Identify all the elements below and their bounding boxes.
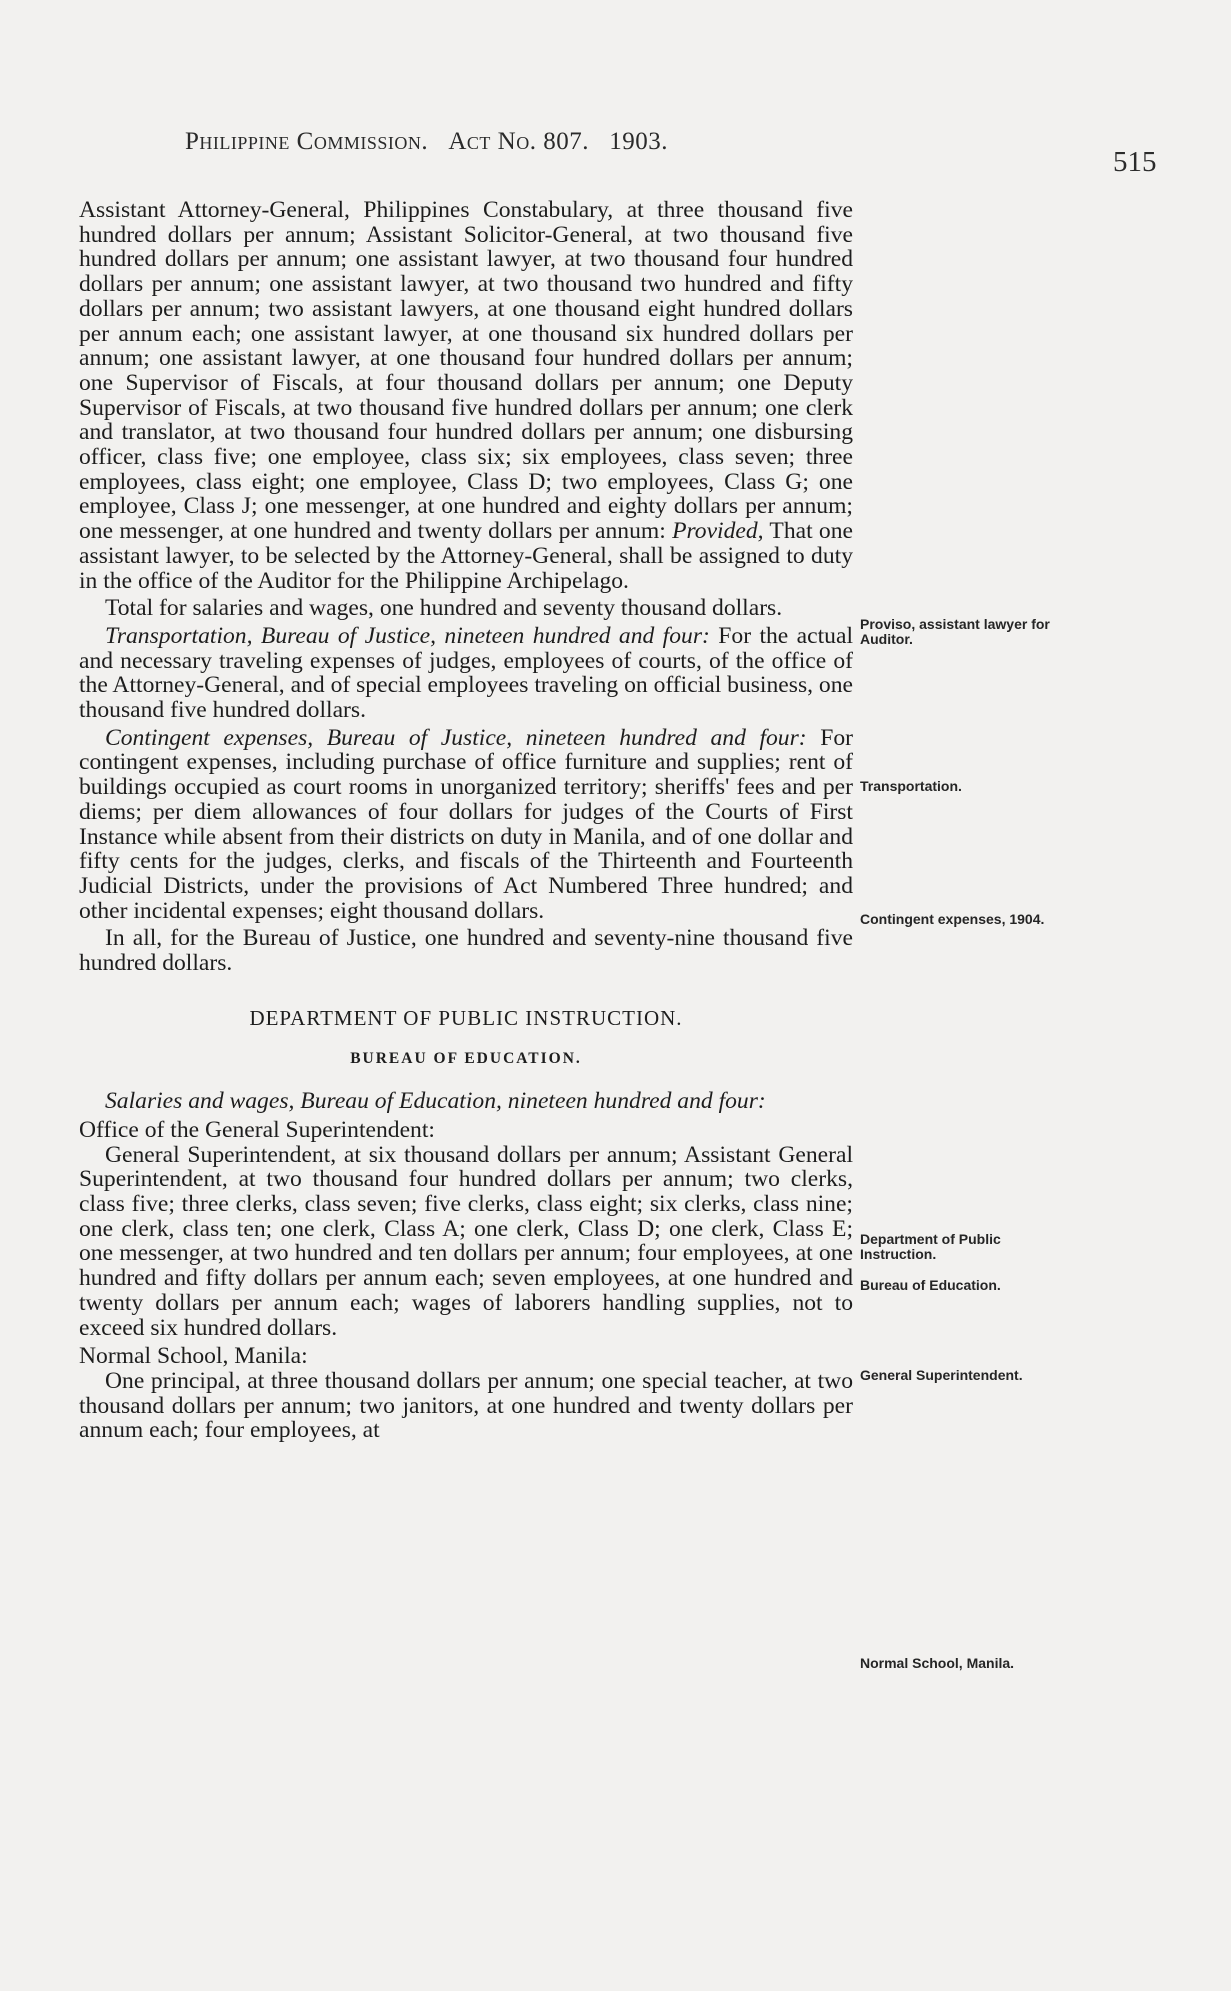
body-text bbox=[79, 198, 853, 1443]
paragraph-normal-school: One principal, at three thousand dollars per annum; one special teacher, at two thousand dollars per annum; two janitors, at one hundred and twenty dollars per annum each; four employees, at bbox=[79, 1367, 853, 1444]
office-general-superintendent: Office of the General Superintendent: bbox=[79, 1116, 435, 1143]
page-number: 515 bbox=[1113, 146, 1157, 178]
normal-school-heading: Normal School, Manila: bbox=[79, 1343, 308, 1370]
margin-note-bureau: Bureau of Education. bbox=[860, 1277, 1001, 1293]
margin-note-general-superintendent: General Superintendent. bbox=[860, 1367, 1023, 1383]
paragraph-staff-list bbox=[79, 198, 853, 593]
section-heading: DEPARTMENT OF PUBLIC INSTRUCTION. bbox=[249, 1005, 683, 1030]
contingent-text: For contingent expenses, including purchase of office furniture and supplies; rent of buildings occupied as court rooms in unorganized territory; sheriffs' fees and per diems; per diem allowances of four dollars for judges of the Courts of First Instance while absent from their districts on duty in Manila, and of one dollar and fifty cents for the judges, clerks, and fiscals of the Thirteenth and Fourteenth Judicial Districts, under the provisions of Act Numbered Three hundred; and other incidental expenses; eight thousand dollars. bbox=[79, 724, 853, 924]
act-year: 1903. bbox=[609, 128, 668, 155]
paragraph-total-salaries: Total for salaries and wages, one hundred and seventy thousand dollars. bbox=[105, 595, 783, 622]
act-number: Act No. 807. bbox=[448, 128, 589, 155]
transportation-title: Transportation, Bureau of Justice, nineteen hundred and four: bbox=[105, 622, 710, 649]
margin-note-department: Department of Public Instruction. bbox=[860, 1231, 1001, 1262]
paragraph-education-salaries-title: Salaries and wages, Bureau of Education, nineteen hundred and four: bbox=[105, 1088, 766, 1115]
provided-keyword: Provided, bbox=[672, 518, 764, 545]
contingent-title: Contingent expenses, Bureau of Justice, nineteen hundred and four: bbox=[105, 724, 807, 751]
transportation-text: For the actual and necessary traveling expenses of judges, employees of courts, of the office of the Attorney-General, and of special employees traveling on official business, one thousand five hundred dollars. bbox=[79, 622, 853, 724]
section-subheading: BUREAU OF EDUCATION. bbox=[350, 1049, 582, 1067]
paragraph-contingent bbox=[79, 726, 853, 924]
proviso-text: That one assistant lawyer, to be selected by the Attorney-General, shall be assigned to duty in the office of the Auditor for the Philippine Archipelago. bbox=[79, 518, 853, 594]
margin-note-contingent: Contingent expenses, 1904. bbox=[860, 911, 1045, 927]
paragraph-general-superintendent: General Superintendent, at six thousand dollars per annum; Assistant General Superintendent, at two thousand four hundred dollars per annum; two clerks, class five; three clerks, class seven; five clerks, class eight; six clerks, class nine; one clerk, class ten; one clerk, Class A; one clerk, Class D; one clerk, Class E; one messenger, at two hundred and ten dollars per annum; four employees, at one hundred and fifty dollars per annum each; seven employees, at one hundred and twenty dollars per annum each; wages of laborers handling supplies, not to exceed six hundred dollars. bbox=[79, 1141, 853, 1341]
margin-note-normal-school: Normal School, Manila. bbox=[860, 1655, 1015, 1671]
running-head-title: Philippine Commission. bbox=[185, 128, 429, 155]
running-header bbox=[185, 128, 825, 156]
margin-note-transportation: Transportation. bbox=[860, 778, 962, 794]
paragraph-text: Assistant Attorney-General, Philippines Constabulary, at three thousand five hundred dollars per annum; Assistant Solicitor-General, at two thousand five hundred dollars per annum; one assistant lawyer, at two thousand four hundred dollars per annum; one assistant lawyer, at two thousand two hundred and fifty dollars per annum; two assistant lawyers, at one thousand eight hundred dollars per annum each; one assistant lawyer, at one thousand six hundred dollars per annum; one assistant lawyer, at one thousand four hundred dollars per annum; one Supervisor of Fiscals, at four thousand dollars per annum; one Deputy Supervisor of Fiscals, at two thousand five hundred dollars per annum; one clerk and translator, at two thousand four hundred dollars per annum; one disbursing officer, class five; one employee, class six; six employees, class seven; three employees, class eight; one employee, Class D; two employees, Class G; one employee, Class J; one messenger, at one hundred and eighty dollars per annum; one messenger, at one hundred and twenty dollars per annum: bbox=[79, 197, 853, 545]
paragraph-bureau-total: In all, for the Bureau of Justice, one hundred and seventy-nine thousand five hundred dollars. bbox=[79, 925, 853, 977]
paragraph-transportation bbox=[79, 624, 853, 723]
margin-note-proviso: Proviso, assistant lawyer for Auditor. bbox=[860, 616, 1050, 647]
